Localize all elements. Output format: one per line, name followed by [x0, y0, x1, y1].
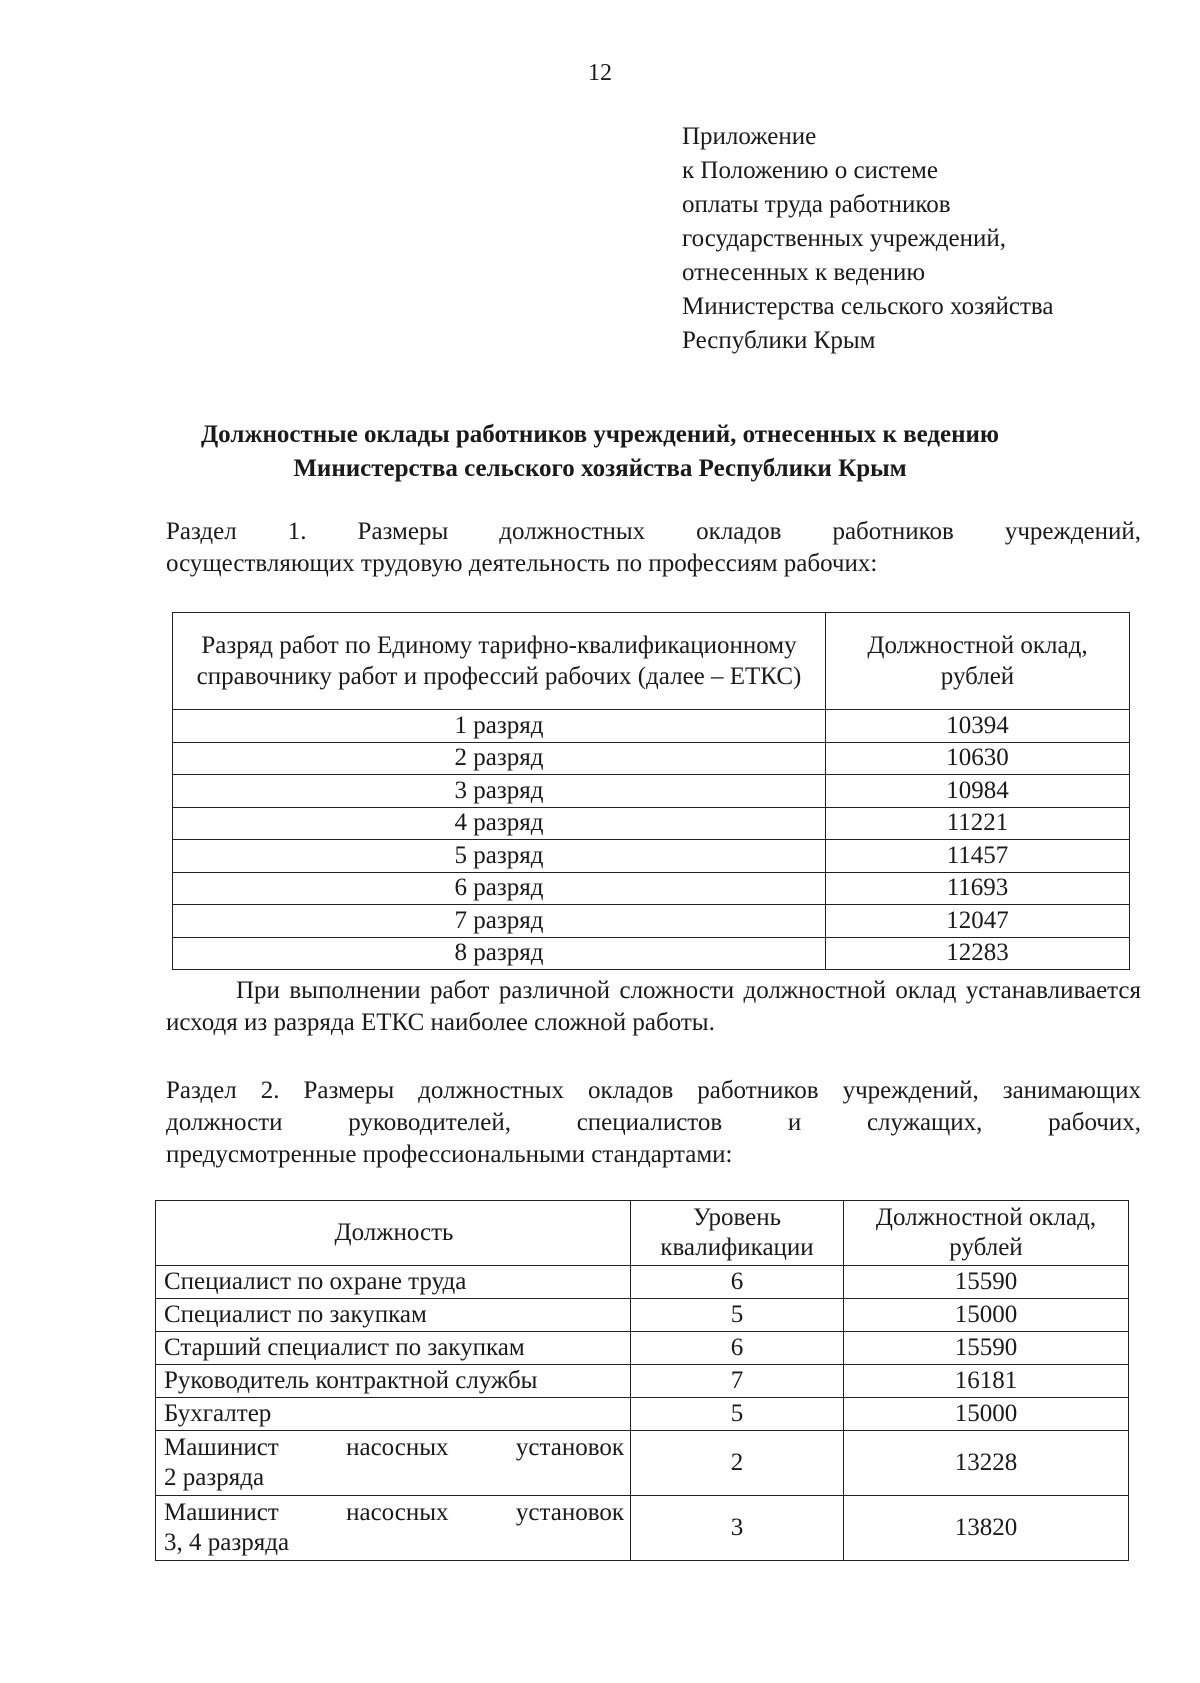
appendix-line: оплаты труда работников [682, 191, 951, 218]
salary-cell: 11457 [826, 840, 1130, 873]
table-row [173, 937, 1130, 970]
salary-cell: 15590 [844, 1266, 1129, 1299]
grade-cell: 3 разряд [173, 775, 826, 808]
section-2-heading-line: должности руководителей, специалистов и служащих, рабочих, [166, 1109, 1141, 1136]
table-row [156, 1332, 1129, 1365]
grade-cell: 7 разряд [173, 905, 826, 938]
table-row [173, 775, 1130, 808]
level-cell: 6 [631, 1332, 844, 1365]
table-header-row [156, 1201, 1129, 1266]
position-cell [156, 1431, 631, 1496]
table-row [173, 807, 1130, 840]
table-row [173, 840, 1130, 873]
table-header-row [173, 613, 1130, 710]
salary-cell: 11221 [826, 807, 1130, 840]
salary-cell: 12283 [826, 937, 1130, 970]
grade-cell: 8 разряд [173, 937, 826, 970]
salary-cell: 15000 [844, 1299, 1129, 1332]
document-title-line: Министерства сельского хозяйства Республики Крым [293, 455, 907, 482]
position-cell: Специалист по закупкам [156, 1299, 631, 1332]
salary-cell: 10630 [826, 742, 1130, 775]
salary-cell: 13820 [844, 1496, 1129, 1561]
position-line: Машинист насосных установок [164, 1499, 624, 1526]
grade-cell: 5 разряд [173, 840, 826, 873]
position-cell [156, 1496, 631, 1561]
section-1-heading [166, 516, 1141, 580]
level-cell: 5 [631, 1398, 844, 1431]
document-title-line: Должностные оклады работников учреждений, отнесенных к ведению [200, 421, 1000, 448]
header-salary: Должностной оклад, рублей [844, 1201, 1129, 1266]
salary-cell: 13228 [844, 1431, 1129, 1496]
document-title [120, 418, 1080, 486]
table-row [156, 1365, 1129, 1398]
position-salary-table [155, 1200, 1129, 1561]
level-cell: 5 [631, 1299, 844, 1332]
appendix-block [682, 120, 1053, 358]
grade-cell: 4 разряд [173, 807, 826, 840]
appendix-line: Министерства сельского хозяйства [682, 293, 1054, 320]
salary-cell: 15590 [844, 1332, 1129, 1365]
grade-cell: 1 разряд [173, 710, 826, 743]
header-grade: Разряд работ по Единому тарифно-квалификационному справочнику работ и профессий рабочих (далее – ЕТКС) [173, 613, 826, 710]
section-1-note: При выполнении работ различной сложности должностной оклад устанавливается исходя из разряда ЕТКС наиболее сложной работы. [166, 977, 1141, 1036]
section-2-heading-line: Раздел 2. Размеры должностных окладов работников учреждений, занимающих [166, 1077, 1141, 1104]
salary-cell: 10394 [826, 710, 1130, 743]
salary-cell: 12047 [826, 905, 1130, 938]
table-row [156, 1266, 1129, 1299]
salary-cell: 11693 [826, 872, 1130, 905]
section-2-heading [166, 1075, 1141, 1171]
level-cell: 2 [631, 1431, 844, 1496]
position-line: 2 разряда [164, 1464, 265, 1491]
table-row [173, 872, 1130, 905]
appendix-line: государственных учреждений, [682, 225, 1006, 252]
page-number: 12 [588, 60, 612, 86]
header-salary: Должностной оклад, рублей [826, 613, 1130, 710]
position-line: 3, 4 разряда [164, 1529, 290, 1556]
position-line: Машинист насосных установок [164, 1434, 624, 1461]
table-row [156, 1398, 1129, 1431]
header-position: Должность [156, 1201, 631, 1266]
level-cell: 6 [631, 1266, 844, 1299]
level-cell: 3 [631, 1496, 844, 1561]
salary-cell: 15000 [844, 1398, 1129, 1431]
salary-cell: 16181 [844, 1365, 1129, 1398]
position-cell: Старший специалист по закупкам [156, 1332, 631, 1365]
appendix-line: Приложение [682, 123, 817, 150]
table-row [173, 710, 1130, 743]
grade-salary-table [172, 612, 1130, 970]
grade-cell: 6 разряд [173, 872, 826, 905]
salary-cell: 10984 [826, 775, 1130, 808]
position-cell: Специалист по охране труда [156, 1266, 631, 1299]
appendix-line: к Положению о системе [682, 157, 938, 184]
section-1-heading-line: Раздел 1. Размеры должностных окладов работников учреждений, [166, 518, 1141, 545]
section-2-heading-line: предусмотренные профессиональными стандартами: [166, 1141, 733, 1168]
position-cell: Бухгалтер [156, 1398, 631, 1431]
header-qualification-level: Уровень квалификации [631, 1201, 844, 1266]
table-row [156, 1496, 1129, 1561]
table-row [173, 742, 1130, 775]
position-cell: Руководитель контрактной службы [156, 1365, 631, 1398]
table-row [156, 1299, 1129, 1332]
section-1-heading-line: осуществляющих трудовую деятельность по профессиям рабочих: [166, 550, 878, 577]
table-row [156, 1431, 1129, 1496]
appendix-line: Республики Крым [682, 327, 876, 354]
appendix-line: отнесенных к ведению [682, 259, 926, 286]
grade-cell: 2 разряд [173, 742, 826, 775]
table-row [173, 905, 1130, 938]
level-cell: 7 [631, 1365, 844, 1398]
